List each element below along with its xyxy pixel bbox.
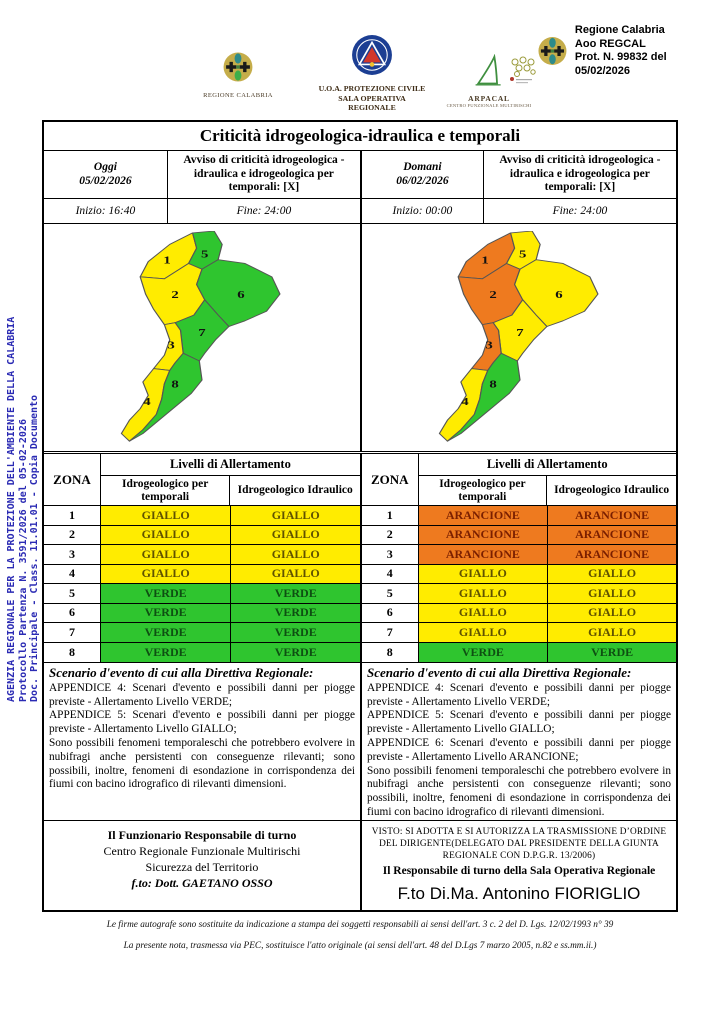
table-row bbox=[44, 526, 360, 546]
level-cell: VERDE bbox=[101, 643, 231, 663]
level-cell: ARANCIONE bbox=[419, 545, 548, 564]
regione-caption: REGIONE CALABRIA bbox=[203, 92, 273, 99]
livelli-header-wrap bbox=[101, 454, 360, 505]
map-zone-label-4: 4 bbox=[143, 395, 151, 408]
zona-number: 6 bbox=[44, 604, 101, 623]
funzionario-signature: f.to: Dott. GAETANO OSSO bbox=[131, 876, 273, 890]
signature-row bbox=[44, 820, 676, 910]
map-zone-label-6: 6 bbox=[555, 288, 563, 301]
level-cell: GIALLO bbox=[101, 545, 231, 564]
calabria-map-tomorrow bbox=[434, 231, 606, 445]
map-zone-label-7: 7 bbox=[198, 327, 206, 339]
level-cell: GIALLO bbox=[230, 526, 360, 545]
zona-number: 3 bbox=[362, 545, 419, 564]
tomorrow-date-cell bbox=[360, 151, 484, 198]
level-cell: VERDE bbox=[101, 584, 231, 603]
funzionario-org2: Sicurezza del Territorio bbox=[145, 860, 259, 874]
zona-header: ZONA bbox=[44, 454, 101, 505]
map-zone-label-8: 8 bbox=[171, 378, 179, 391]
maps-row bbox=[44, 223, 676, 451]
level-cell: GIALLO bbox=[101, 526, 231, 545]
today-scenario bbox=[44, 663, 360, 820]
time-row bbox=[44, 198, 676, 223]
livelli-title: Livelli di Allertamento bbox=[419, 454, 676, 476]
scenario-line: APPENDICE 4: Scenari d'evento e possibili danni per piogge previste - Allertamento Livello VERDE; bbox=[49, 681, 355, 708]
table-row bbox=[362, 584, 676, 604]
zona-number: 4 bbox=[362, 565, 419, 584]
zona-number: 8 bbox=[44, 643, 101, 663]
level-cell: GIALLO bbox=[547, 623, 676, 642]
today-inizio: Inizio: 16:40 bbox=[44, 199, 168, 223]
level-cell: ARANCIONE bbox=[547, 506, 676, 525]
level-cell: ARANCIONE bbox=[419, 506, 548, 525]
pc-caption bbox=[318, 84, 426, 113]
responsabile-title: Il Responsabile di turno della Sala Operativa Regionale bbox=[382, 865, 656, 877]
livelli-header-wrap bbox=[419, 454, 676, 505]
level-cell: GIALLO bbox=[419, 584, 548, 603]
table-row bbox=[362, 643, 676, 663]
scenario-line: Sono possibili fenomeni temporaleschi che potrebbero evolvere in nubifragi anche persistenti con conseguenze rilevanti; sono possibili, inoltre, fenomeni di esondazione in corrispondenza dei fiumi con bacino idrografico di rilevanti dimensioni. bbox=[49, 736, 355, 791]
regione-calabria-icon bbox=[221, 50, 255, 84]
level-cell: VERDE bbox=[230, 623, 360, 642]
sidebar-line1: AGENZIA REGIONALE PER LA PROTEZIONE DELL'AMBIENTE DELLA CALABRIA bbox=[6, 316, 17, 702]
today-date: 05/02/2026 bbox=[79, 174, 132, 187]
zona-number: 3 bbox=[44, 545, 101, 564]
zona-number: 1 bbox=[44, 506, 101, 525]
scenario-line: Sono possibili fenomeni temporaleschi che potrebbero evolvere in nubifragi anche persistenti con conseguenze rilevanti; sono possibili, inoltre, fenomeni di esondazione in corrispondenza dei fiumi con bacino idrografico di rilevanti dimensioni. bbox=[367, 764, 671, 818]
today-avviso-cell: Avviso di criticità idrogeologica - idraulica e idrogeologica per temporali: [X] bbox=[183, 154, 345, 194]
map-zone-label-3: 3 bbox=[167, 339, 175, 351]
level-cell: GIALLO bbox=[419, 565, 548, 584]
level-cell: VERDE bbox=[419, 643, 548, 663]
table-row bbox=[44, 565, 360, 585]
level-cell: VERDE bbox=[230, 643, 360, 663]
scenario-line: APPENDICE 4: Scenari d'evento e possibili danni per piogge previste - Allertamento Livello VERDE; bbox=[367, 681, 671, 708]
visto-text: VISTO: SI ADOTTA E SI AUTORIZZA LA TRASMISSIONE D’ORDINE DEL DIRIGENTE(DELEGATO DAL PRESIDENTE DELLA GIUNTA REGIONALE CON D.P.G.R. 13/2006) bbox=[371, 827, 667, 861]
scenario-heading: Scenario d'evento di cui alla Direttiva Regionale: bbox=[49, 665, 314, 680]
scenario-line: APPENDICE 6: Scenari d'evento e possibili danni per piogge previste - Allertamento Livello ARANCIONE; bbox=[367, 736, 671, 763]
alert-levels-row bbox=[44, 451, 676, 662]
zona-number: 2 bbox=[44, 526, 101, 545]
level-cell: GIALLO bbox=[101, 565, 231, 584]
table-row bbox=[362, 526, 676, 546]
level-cell: GIALLO bbox=[230, 565, 360, 584]
map-zone-label-5: 5 bbox=[518, 248, 527, 261]
calabria-map-today bbox=[116, 231, 288, 445]
level-cell: GIALLO bbox=[547, 604, 676, 623]
today-map-cell bbox=[44, 224, 360, 451]
tomorrow-fine: Fine: 24:00 bbox=[552, 205, 608, 217]
zona-number: 4 bbox=[44, 565, 101, 584]
header-row bbox=[44, 150, 676, 198]
map-zone-label-8: 8 bbox=[489, 378, 497, 391]
table-row bbox=[44, 584, 360, 604]
map-zone-label-2: 2 bbox=[489, 288, 497, 301]
level-cell: VERDE bbox=[230, 584, 360, 603]
tomorrow-inizio: Inizio: 00:00 bbox=[360, 199, 484, 223]
protocol-stamp bbox=[536, 24, 720, 78]
map-zone-label-1: 1 bbox=[163, 254, 171, 266]
table-row bbox=[362, 604, 676, 624]
protocol-line3: Prot. N. 99832 del 05/02/2026 bbox=[574, 51, 667, 77]
pc-caption-line2: SALA OPERATIVA REGIONALE bbox=[338, 93, 406, 112]
table-row bbox=[362, 565, 676, 585]
protocol-text bbox=[575, 24, 720, 78]
sidebar-protocol-text bbox=[6, 280, 41, 702]
level-cell: GIALLO bbox=[419, 604, 548, 623]
document-title: Criticità idrogeologica-idraulica e temporali bbox=[199, 126, 521, 145]
footer-note-1: Le firme autografe sono sostituite da indicazione a stampa dei soggetti responsabili ai sensi dell'art. 3 c. 2 del D. Lgs. 12/02/1993 n° 39 bbox=[106, 920, 614, 930]
protezione-civile-icon bbox=[351, 34, 393, 76]
livelli-title: Livelli di Allertamento bbox=[101, 454, 360, 476]
table-row bbox=[44, 545, 360, 565]
tomorrow-label: Domani bbox=[403, 161, 442, 173]
scenario-row bbox=[44, 662, 676, 820]
map-zone-label-4: 4 bbox=[461, 395, 469, 408]
col-idraulico-header: Idrogeologico Idraulico bbox=[237, 484, 353, 496]
protocol-line2: Aoo REGCAL bbox=[574, 37, 646, 50]
zona-number: 2 bbox=[362, 526, 419, 545]
zona-number: 5 bbox=[362, 584, 419, 603]
table-row bbox=[362, 623, 676, 643]
livelli-cols bbox=[419, 476, 676, 505]
table-row bbox=[44, 623, 360, 643]
arpacal-subcaption: CENTRO FUNZIONALE MULTIRISCHI bbox=[446, 103, 532, 108]
protocol-line1: Regione Calabria bbox=[574, 24, 665, 36]
scenario-line: APPENDICE 5: Scenari d'evento e possibili danni per piogge previste - Allertamento Livello GIALLO; bbox=[367, 709, 671, 736]
tomorrow-map-cell bbox=[360, 224, 676, 451]
zona-number: 6 bbox=[362, 604, 419, 623]
arpacal-icon bbox=[471, 54, 507, 88]
zona-header: ZONA bbox=[362, 454, 419, 505]
level-cell: VERDE bbox=[101, 623, 231, 642]
funzionario-org1: Centro Regionale Funzionale Multirischi bbox=[103, 844, 301, 858]
scenario-line: APPENDICE 5: Scenari d'evento e possibili danni per piogge previste - Allertamento Livello GIALLO; bbox=[49, 709, 355, 736]
level-cell: GIALLO bbox=[547, 565, 676, 584]
map-zone-label-6: 6 bbox=[237, 288, 245, 301]
level-cell: ARANCIONE bbox=[547, 526, 676, 545]
table-row bbox=[44, 506, 360, 526]
protezione-civile-logo bbox=[318, 34, 426, 113]
livelli-cols bbox=[101, 476, 360, 505]
level-cell: ARANCIONE bbox=[419, 526, 548, 545]
regione-calabria-logo bbox=[198, 50, 278, 99]
zona-number: 7 bbox=[44, 623, 101, 642]
table-row bbox=[362, 506, 676, 526]
arpacal-caption: ARPACAL bbox=[468, 94, 510, 103]
tomorrow-avviso-cell: Avviso di criticità idrogeologica - idraulica e idrogeologica per temporali: [X] bbox=[499, 154, 661, 194]
today-alert-table bbox=[44, 454, 360, 662]
col-idraulico-header: Idrogeologico Idraulico bbox=[554, 484, 670, 496]
col-temporali-header: Idrogeologico per temporali bbox=[101, 476, 231, 505]
today-alert-table-header bbox=[44, 454, 360, 506]
zona-number: 5 bbox=[44, 584, 101, 603]
level-cell: GIALLO bbox=[230, 545, 360, 564]
main-table bbox=[42, 120, 678, 912]
right-signature bbox=[360, 821, 676, 910]
funzionario-title: Il Funzionario Responsabile di turno bbox=[107, 828, 297, 842]
zona-number: 1 bbox=[362, 506, 419, 525]
scenario-heading: Scenario d'evento di cui alla Direttiva Regionale: bbox=[367, 665, 632, 680]
sidebar-line3: Doc. Principale - Class. 11.01.01 - Copia Documento bbox=[29, 394, 40, 702]
regione-calabria-icon bbox=[536, 34, 569, 68]
left-signature bbox=[44, 821, 360, 910]
map-zone-label-3: 3 bbox=[485, 339, 493, 351]
footer-note-2: La presente nota, trasmessa via PEC, sostituisce l'atto originale (ai sensi dell'art. 48 del D.Lgs 7 marzo 2005, n.82 e ss.mm.ii.) bbox=[123, 941, 597, 951]
today-label: Oggi bbox=[93, 161, 117, 173]
today-fine: Fine: 24:00 bbox=[236, 205, 292, 217]
level-cell: VERDE bbox=[101, 604, 231, 623]
sidebar-line2: Protocollo Partenza N. 3591/2026 del 05-02-2026 bbox=[17, 419, 29, 702]
level-cell: GIALLO bbox=[547, 584, 676, 603]
level-cell: VERDE bbox=[547, 643, 676, 663]
map-zone-label-7: 7 bbox=[516, 327, 524, 339]
table-row bbox=[44, 604, 360, 624]
tomorrow-alert-table bbox=[360, 454, 676, 662]
map-zone-label-1: 1 bbox=[481, 254, 489, 266]
table-row bbox=[362, 545, 676, 565]
level-cell: VERDE bbox=[230, 604, 360, 623]
level-cell: GIALLO bbox=[419, 623, 548, 642]
zona-number: 7 bbox=[362, 623, 419, 642]
level-cell: GIALLO bbox=[230, 506, 360, 525]
pc-caption-line1: U.O.A. PROTEZIONE CIVILE bbox=[318, 84, 426, 93]
map-zone-label-5: 5 bbox=[200, 248, 209, 261]
level-cell: ARANCIONE bbox=[547, 545, 676, 564]
responsabile-signature: F.to Di.Ma. Antonino FIORIGLIO bbox=[397, 884, 641, 903]
centro-funzionale-dots-icon bbox=[508, 56, 538, 88]
tomorrow-alert-table-header bbox=[362, 454, 676, 506]
map-zone-label-2: 2 bbox=[171, 288, 179, 301]
tomorrow-date: 06/02/2026 bbox=[396, 174, 449, 187]
tomorrow-scenario bbox=[360, 663, 676, 820]
zona-number: 8 bbox=[362, 643, 419, 663]
level-cell: GIALLO bbox=[101, 506, 231, 525]
today-date-cell bbox=[44, 151, 168, 198]
table-row bbox=[44, 643, 360, 663]
col-temporali-header: Idrogeologico per temporali bbox=[419, 476, 548, 505]
